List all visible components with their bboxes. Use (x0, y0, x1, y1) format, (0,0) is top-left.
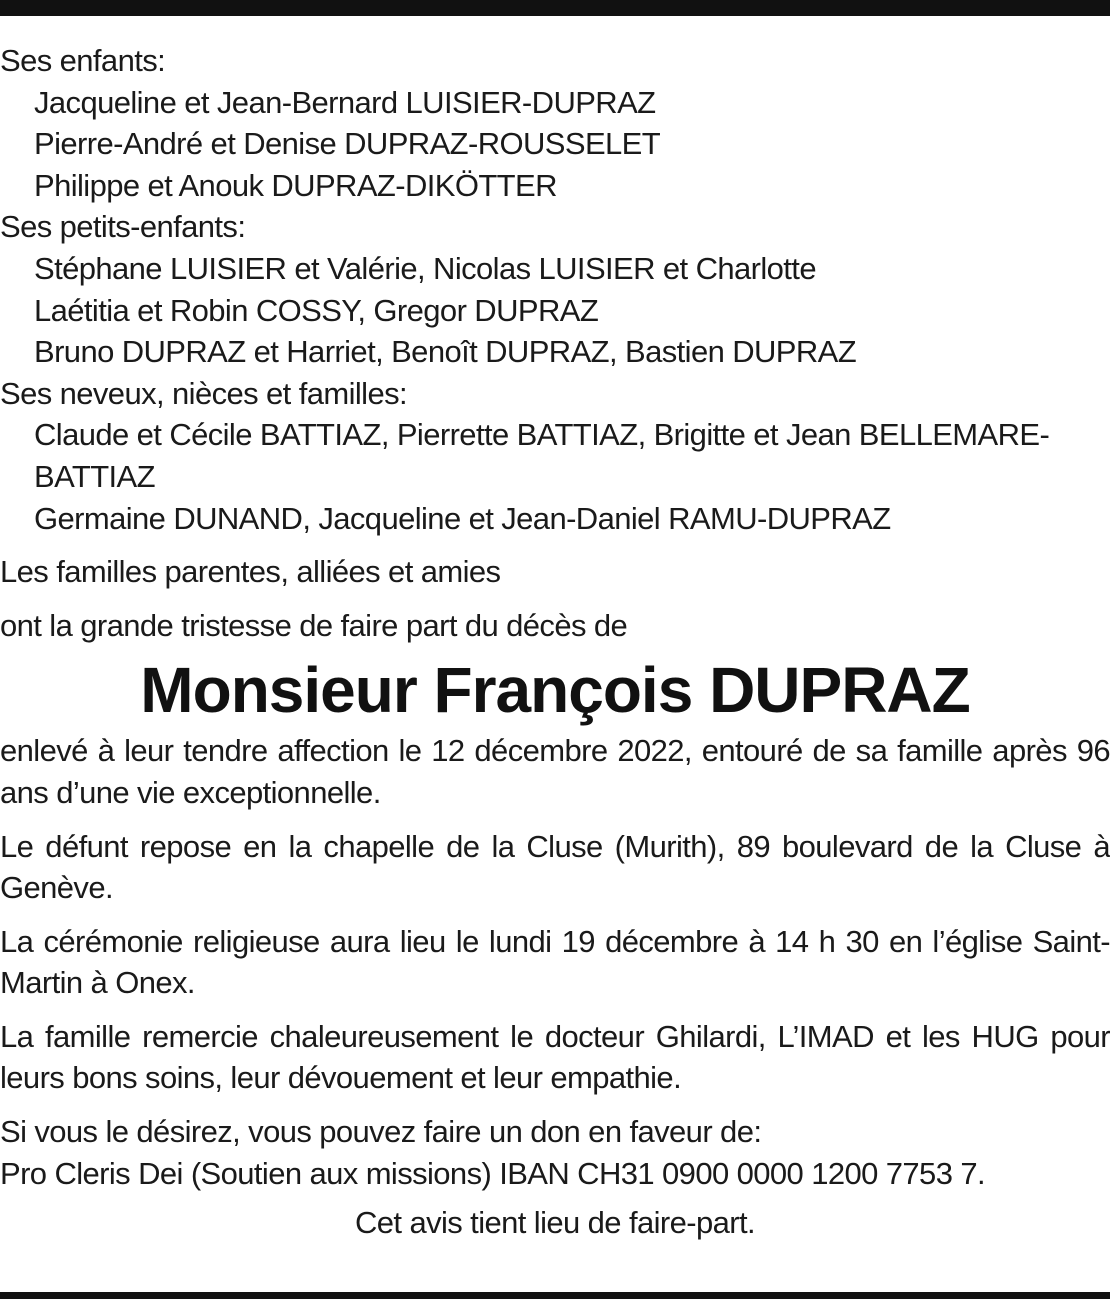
children-heading: Ses enfants: (0, 43, 166, 78)
child-entry: Philippe et Anouk DUPRAZ-DIKÖTTER (34, 167, 557, 203)
resting-place-paragraph: Le défunt repose en la chapelle de la Cluse (Murith), 89 boulevard de la Cluse à Genève. (0, 828, 1110, 906)
other-families: Les familles parentes, alliées et amies (0, 554, 501, 590)
deceased-name: Monsieur François DUPRAZ (140, 654, 970, 727)
announcement-line: ont la grande tristesse de faire part du décès de (0, 607, 628, 643)
nephews-heading: Ses neveux, nièces et familles: (0, 375, 407, 411)
closing-note: Cet avis tient lieu de faire-part. (354, 1205, 756, 1241)
obituary-notice (0, 40, 1110, 1244)
grandchild-entry: Laétitia et Robin COSSY, Gregor DUPRAZ (34, 292, 599, 328)
grandchild-entry: Stéphane LUISIER et Valérie, Nicolas LUISIER et Charlotte (34, 250, 816, 286)
ceremony-paragraph: La cérémonie religieuse aura lieu le lundi 19 décembre à 14 h 30 en l’église Saint-Martin à Onex. (0, 923, 1110, 1001)
grandchild-entry: Bruno DUPRAZ et Harriet, Benoît DUPRAZ, Bastien DUPRAZ (34, 334, 857, 370)
top-rule (0, 0, 1110, 16)
child-entry: Jacqueline et Jean-Bernard LUISIER-DUPRAZ (34, 84, 656, 120)
child-entry: Pierre-André et Denise DUPRAZ-ROUSSELET (34, 126, 661, 162)
donation-intro: Si vous le désirez, vous pouvez faire un don en faveur de: (0, 1114, 762, 1150)
death-paragraph: enlevé à leur tendre affection le 12 décembre 2022, entouré de sa famille après 96 ans d’une vie exceptionnelle. (0, 733, 1110, 810)
grandchildren-heading: Ses petits-enfants: (0, 209, 246, 245)
thanks-paragraph: La famille remercie chaleureusement le docteur Ghilardi, L’IMAD et les HUG pour leurs bons soins, leur dévouement et leur empathie. (0, 1018, 1110, 1096)
nephew-entry: Germaine DUNAND, Jacqueline et Jean-Daniel RAMU-DUPRAZ (34, 500, 891, 536)
donation-details: Pro Cleris Dei (Soutien aux missions) IBAN CH31 0900 0000 1200 7753 7. (0, 1155, 985, 1191)
bottom-rule (0, 1292, 1110, 1299)
nephew-entry: Claude et Cécile BATTIAZ, Pierrette BATTIAZ, Brigitte et Jean BELLEMARE-BATTIAZ (34, 417, 1050, 494)
